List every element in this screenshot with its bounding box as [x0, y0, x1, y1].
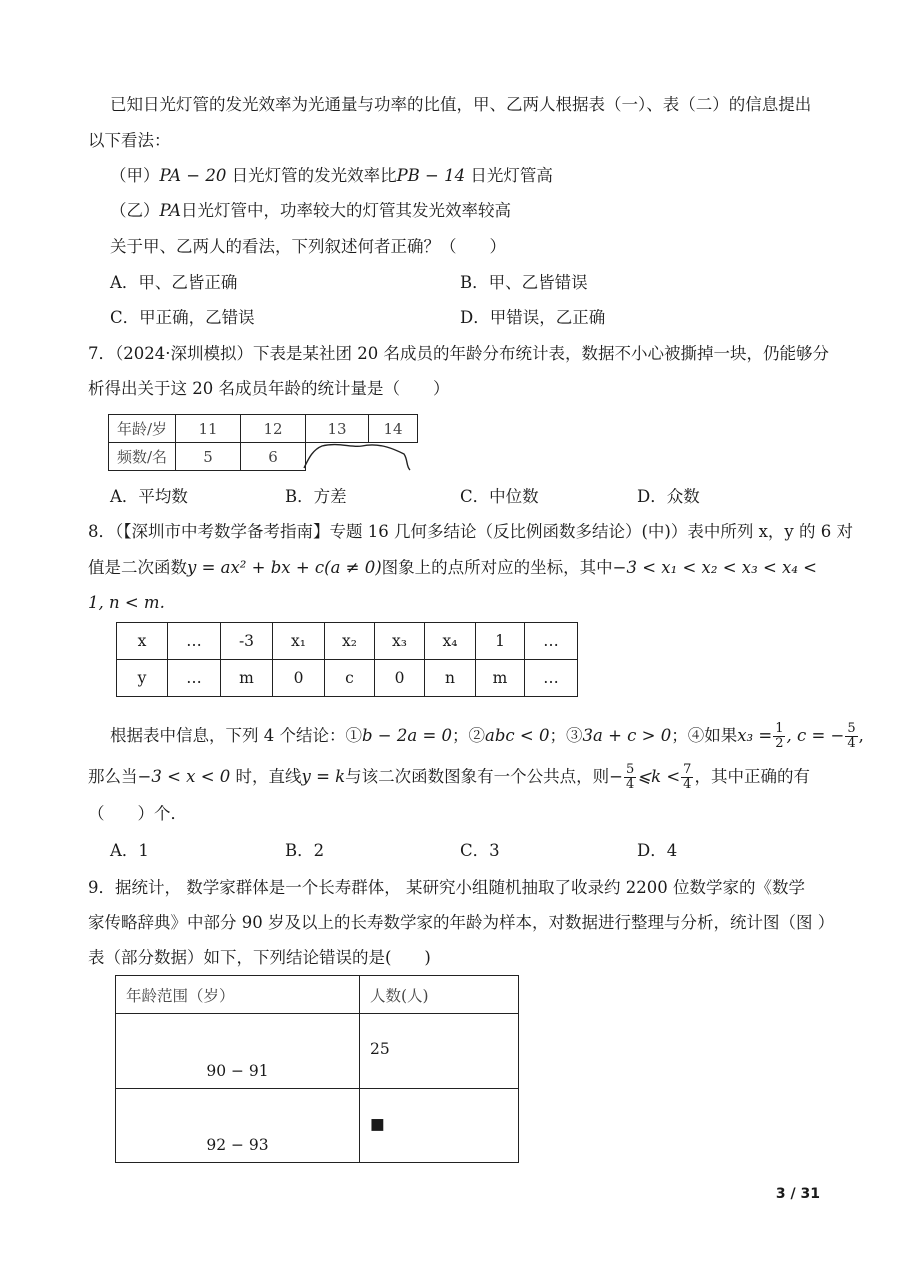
intro-line-1: 已知日光灯管的发光效率为光通量与功率的比值，甲、乙两人根据表（一）、表（二）的信息提出	[110, 95, 812, 114]
q8-cell: x₃	[375, 623, 425, 660]
q9-header-age: 年龄范围（岁）	[116, 976, 360, 1014]
q9-cell-count-hidden: ■	[360, 1089, 519, 1163]
q7-cell-header: 年龄/岁	[109, 415, 176, 443]
q8-conclusions-line-2: 那么当−3 < x < 0 时，直线y = k与该二次函数图象有一个公共点，则− $\frac{5}{4}$ ⩽k < $\frac{7}{4}$ ，其中正确的有	[88, 762, 810, 792]
q7-cell: 13	[306, 415, 369, 443]
q8-conclusions-line-1: 根据表中信息，下列 4 个结论：①b − 2a = 0；②abc < 0；③3a + c > 0；④如果x₃ = $\frac{1}{2}$ , c = − $\frac{5}{4}$ ,	[110, 721, 864, 751]
q9-line-3: 表（部分数据）如下，下列结论错误的是( )	[88, 948, 431, 967]
view-yi: （乙）PA日光灯管中，功率较大的灯管其发光效率较高	[110, 201, 512, 220]
q8-cell: n	[425, 660, 476, 697]
q8-option-b: B．2	[285, 841, 325, 860]
q7-cell: 5	[176, 443, 241, 471]
q8-cell: 1	[476, 623, 525, 660]
q8-cell: x	[117, 623, 168, 660]
q7-cell: 12	[241, 415, 306, 443]
q8-option-c: C．3	[460, 841, 500, 860]
q8-cell: x₂	[325, 623, 375, 660]
q6-option-b: B．甲、乙皆错误	[460, 273, 588, 292]
q7-option-c: C．中位数	[460, 487, 539, 506]
q8-cell: …	[525, 660, 578, 697]
page-number: 3 / 31	[775, 1186, 820, 1202]
q9-line-2: 家传略辞典》中部分 90 岁及以上的长寿数学家的年龄为样本，对数据进行整理与分析，统计图（图 ）	[88, 913, 835, 932]
q6-option-c: C．甲正确，乙错误	[110, 308, 255, 327]
q8-option-a: A．1	[110, 841, 149, 860]
q8-cell: y	[117, 660, 168, 697]
q8-cell: m	[476, 660, 525, 697]
q9-cell-age: 92 − 93	[116, 1089, 360, 1163]
fraction: $\frac{5}{4}$	[847, 721, 856, 751]
q8-line-3: 1, n < m.	[88, 593, 165, 612]
intro-line-2: 以下看法：	[88, 131, 171, 150]
q6-option-d: D．甲错误，乙正确	[460, 308, 606, 327]
q7-option-a: A．平均数	[110, 487, 188, 506]
q8-cell: …	[168, 623, 221, 660]
q8-line-2: 值是二次函数y = ax² + bx + c(a ≠ 0)图象上的点所对应的坐标，其中−3 < x₁ < x₂ < x₃ < x₄ <	[88, 558, 818, 577]
q7-cell: 14	[369, 415, 418, 443]
view-jia: （甲）PA − 20 日光灯管的发光效率比PB − 14 日光灯管高	[110, 166, 553, 185]
fraction: $\frac{5}{4}$	[625, 762, 635, 792]
q8-cell: m	[221, 660, 273, 697]
q7-cell: 11	[176, 415, 241, 443]
q8-cell: c	[325, 660, 375, 697]
q8-option-d: D．4	[637, 841, 678, 860]
q7-cell-header: 频数/名	[109, 443, 176, 471]
q9-line-1: 9．据统计， 数学家群体是一个长寿群体， 某研究小组随机抽取了收录约 2200 位数学家的《数学	[88, 878, 805, 897]
q9-cell-count: 25	[360, 1014, 519, 1089]
q8-cell: 0	[375, 660, 425, 697]
q9-header-count: 人数(人)	[360, 976, 519, 1014]
q8-cell: 0	[273, 660, 325, 697]
q6-option-a: A．甲、乙皆正确	[110, 273, 238, 292]
q8-conclusions-line-3: （ ）个．	[88, 804, 187, 823]
q9-age-table	[115, 975, 519, 1163]
q8-cell: …	[525, 623, 578, 660]
q7-torn-edge	[300, 440, 420, 472]
fraction: $\frac{1}{2}$	[775, 721, 784, 751]
q8-line-1: 8．（【深圳市中考数学备考指南】专题 16 几何多结论（反比例函数多结论）(中)）表中所列 x，y 的 6 对	[88, 522, 853, 541]
q8-cell: x₄	[425, 623, 476, 660]
q8-xy-table	[116, 622, 578, 697]
q8-cell: x₁	[273, 623, 325, 660]
q6-ask: 关于甲、乙两人的看法，下列叙述何者正确？（ ）	[110, 237, 506, 256]
fraction: $\frac{7}{4}$	[683, 762, 692, 792]
q7-line-2: 析得出关于这 20 名成员年龄的统计量是（ ）	[88, 379, 450, 398]
q7-cell: 6	[241, 443, 306, 471]
q9-cell-age: 90 − 91	[116, 1014, 360, 1089]
q7-line-1: 7．（2024·深圳模拟）下表是某社团 20 名成员的年龄分布统计表，数据不小心被撕掉一块，仍能够分	[88, 344, 829, 363]
q8-cell: -3	[221, 623, 273, 660]
q7-option-d: D．众数	[637, 487, 700, 506]
q8-cell: …	[168, 660, 221, 697]
q7-option-b: B．方差	[285, 487, 347, 506]
